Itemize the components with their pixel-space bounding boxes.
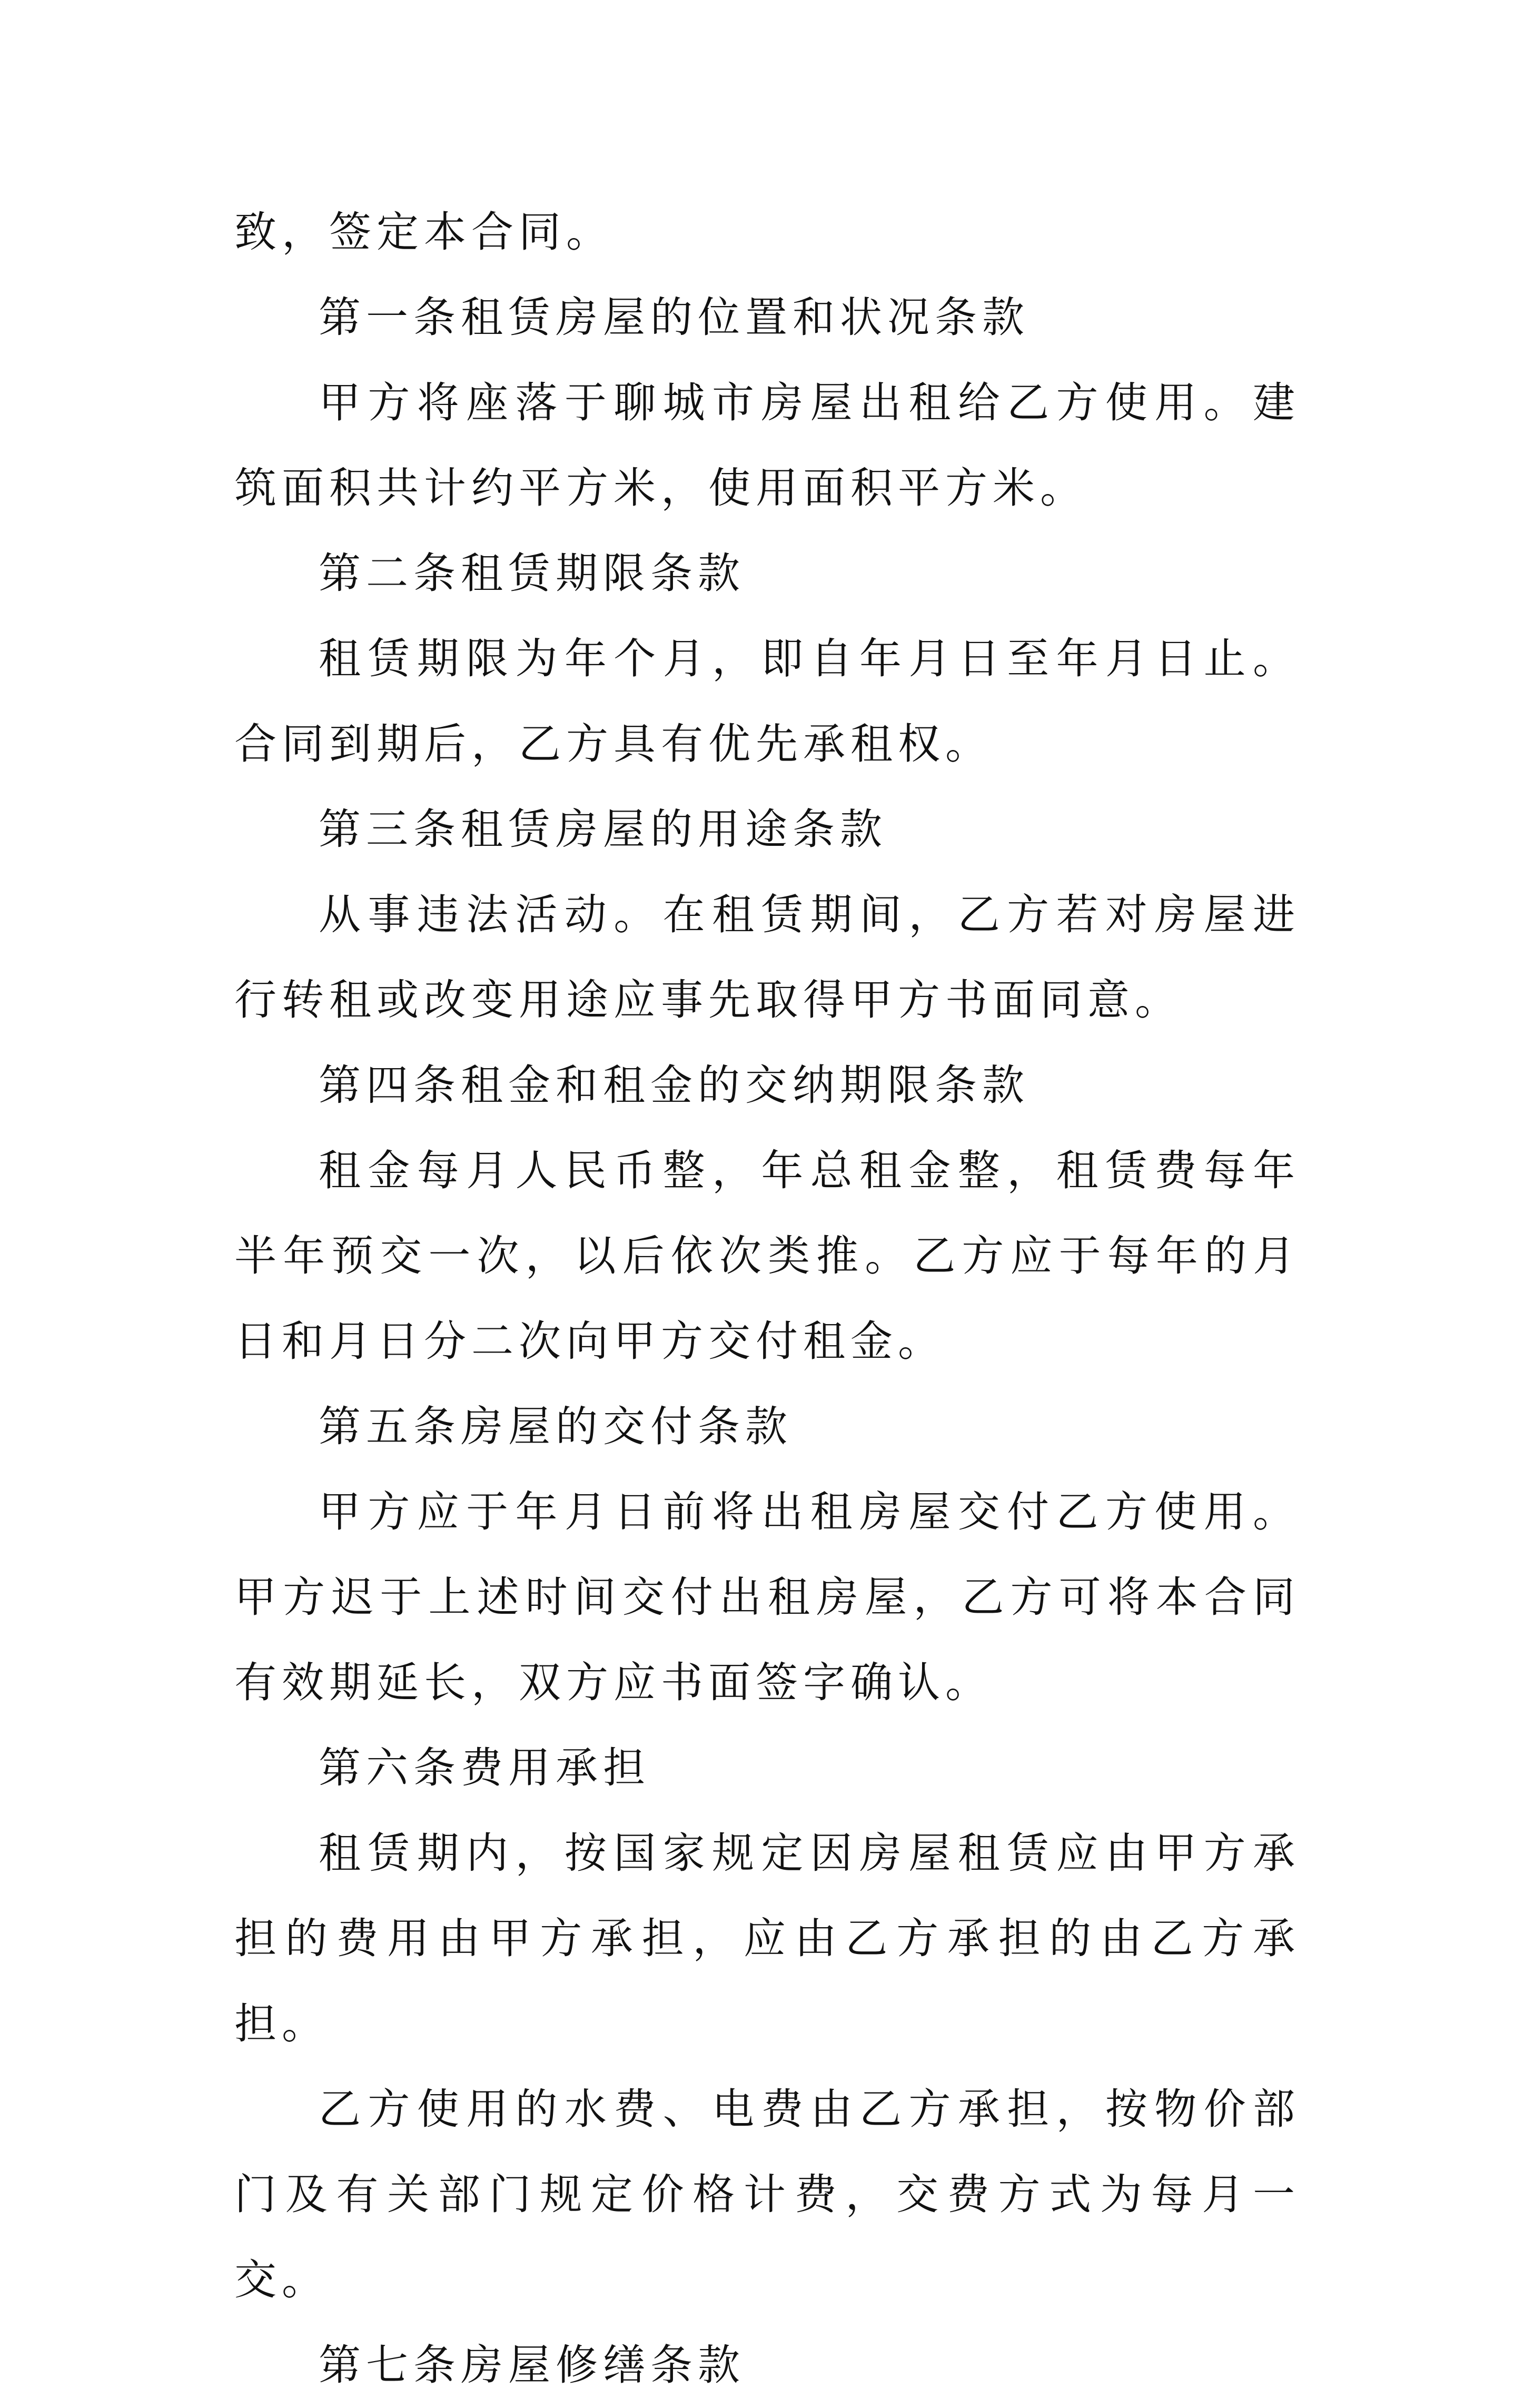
clause-heading-7: 第七条房屋修缮条款: [319, 2341, 745, 2390]
document-body: [234, 190, 1300, 2408]
clause-heading-2: 第二条租赁期限条款: [319, 549, 745, 598]
clause-body-6b: 乙方使用的水费、电费由乙方承担，按物价部门及有关部门规定价格计费，交费方式为每月一交。: [234, 2085, 1300, 2304]
clause-heading-1: 第一条租赁房屋的位置和状况条款: [319, 293, 1030, 342]
clause-heading-6: 第六条费用承担: [319, 1743, 650, 1792]
clause-body-2: 租赁期限为年个月，即自年月日至年月日止。合同到期后，乙方具有优先承租权。: [234, 634, 1300, 768]
paragraph-continuation: 致，签定本合同。: [234, 208, 613, 256]
clause-body-3: 从事违法活动。在租赁期间，乙方若对房屋进行转租或改变用途应事先取得甲方书面同意。: [234, 890, 1300, 1024]
clause-body-5: 甲方应于年月日前将出租房屋交付乙方使用。甲方迟于上述时间交付出租房屋，乙方可将本合同有效期延长，双方应书面签字确认。: [234, 1487, 1300, 1707]
clause-body-1: 甲方将座落于聊城市房屋出租给乙方使用。建筑面积共计约平方米，使用面积平方米。: [234, 378, 1300, 512]
clause-heading-3: 第三条租赁房屋的用途条款: [319, 805, 887, 854]
clause-body-6a: 租赁期内，按国家规定因房屋租赁应由甲方承担的费用由甲方承担，应由乙方承担的由乙方承担。: [234, 1829, 1300, 2048]
clause-body-4: 租金每月人民币整，年总租金整，租赁费每年半年预交一次，以后依次类推。乙方应于每年的月日和月日分二次向甲方交付租金。: [234, 1146, 1300, 1366]
clause-heading-5: 第五条房屋的交付条款: [319, 1402, 793, 1451]
clause-heading-4: 第四条租金和租金的交纳期限条款: [319, 1061, 1030, 1110]
